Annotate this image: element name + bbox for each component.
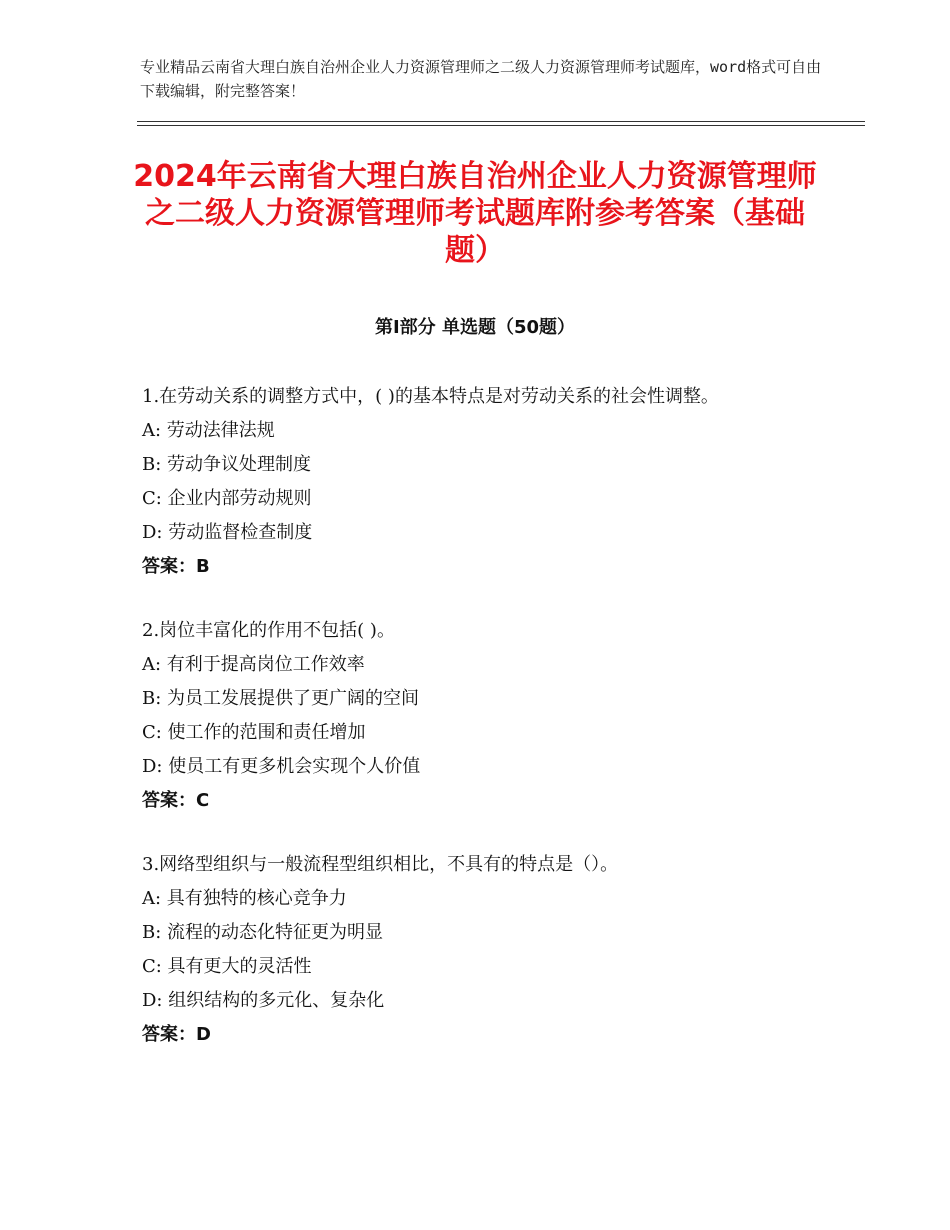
- option-d: D: 组织结构的多元化、复杂化: [142, 990, 385, 1011]
- option-b: B: 流程的动态化特征更为明显: [142, 922, 384, 943]
- header-divider-top: [137, 121, 865, 122]
- section-title: 第Ⅰ部分 单选题（50题）: [374, 317, 575, 338]
- option-b: B: 为员工发展提供了更广阔的空间: [142, 688, 420, 709]
- option-d: D: 劳动监督检查制度: [142, 522, 313, 543]
- question-stem: 1.在劳动关系的调整方式中，( )的基本特点是对劳动关系的社会性调整。: [142, 386, 719, 407]
- option-c: C: 企业内部劳动规则: [142, 488, 312, 509]
- option-a: A: 具有独特的核心竞争力: [142, 888, 347, 909]
- question-list: [142, 380, 812, 1082]
- document-title: 2024年云南省大理白族自治州企业人力资源管理师之二级人力资源管理师考试题库附参考答案（基础题）: [133, 159, 817, 268]
- header-note: 专业精品云南省大理白族自治州企业人力资源管理师之二级人力资源管理师考试题库，word格式可自由下载编辑，附完整答案！: [140, 58, 822, 100]
- option-a: A: 有利于提高岗位工作效率: [142, 654, 365, 675]
- option-c: C: 具有更大的灵活性: [142, 956, 312, 977]
- question-1: [142, 380, 812, 584]
- question-3: [142, 848, 812, 1052]
- answer: 答案：B: [142, 556, 210, 577]
- option-a: A: 劳动法律法规: [142, 420, 275, 441]
- option-b: B: 劳动争议处理制度: [142, 454, 312, 475]
- header-divider-bottom: [137, 125, 865, 126]
- question-stem: 3.网络型组织与一般流程型组织相比，不具有的特点是（）。: [142, 854, 619, 875]
- question-stem: 2.岗位丰富化的作用不包括( )。: [142, 620, 395, 641]
- option-d: D: 使员工有更多机会实现个人价值: [142, 756, 421, 777]
- option-c: C: 使工作的范围和责任增加: [142, 722, 366, 743]
- question-2: [142, 614, 812, 818]
- answer: 答案：C: [142, 790, 210, 811]
- answer: 答案：D: [142, 1024, 211, 1045]
